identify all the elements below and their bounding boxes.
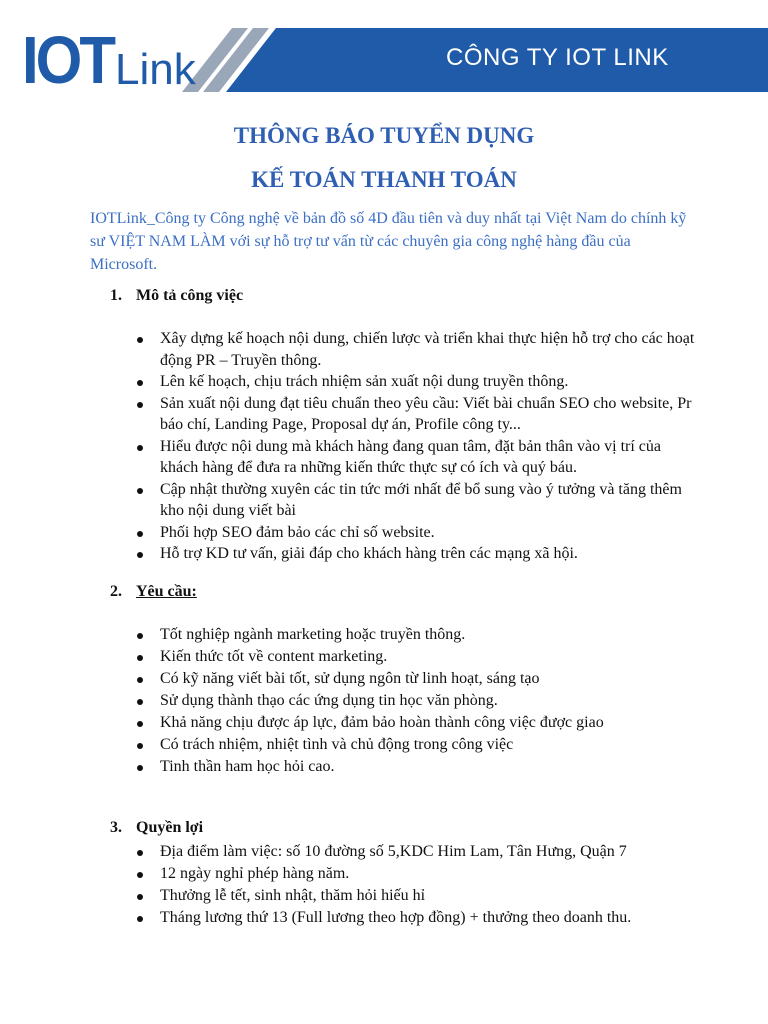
section-requirements-heading — [110, 583, 197, 601]
list-item: Địa điểm làm việc: số 10 đường số 5,KDC Him Lam, Tân Hưng, Quận 7 — [135, 841, 695, 863]
intro-paragraph: IOTLink_Công ty Công nghệ về bản đồ số 4D đầu tiên và duy nhất tại Việt Nam do chính kỹ sư VIỆT NAM LÀM với sự hỗ trợ tư vấn từ các chuyên gia công nghệ hàng đầu của Microsoft. — [90, 210, 687, 273]
iotlink-logo — [22, 22, 196, 98]
title-position: KẾ TOÁN THANH TOÁN — [251, 167, 517, 192]
list-item: Khả năng chịu được áp lực, đảm bảo hoàn thành công việc được giao — [135, 712, 695, 734]
benefits-list — [135, 841, 695, 929]
list-item: Sử dụng thành thạo các ứng dụng tin học văn phòng. — [135, 690, 695, 712]
list-item: Lên kế hoạch, chịu trách nhiệm sản xuất nội dung truyền thông. — [135, 371, 695, 393]
section-number: 3. — [110, 819, 122, 836]
list-item: Phối hợp SEO đảm bảo các chỉ số website. — [135, 522, 695, 544]
company-name: CÔNG TY IOT LINK — [446, 44, 669, 71]
logo-iot-text: IOT — [22, 22, 113, 98]
list-item: 12 ngày nghỉ phép hàng năm. — [135, 863, 695, 885]
section-title: Quyền lợi — [136, 819, 204, 836]
list-item: Kiến thức tốt về content marketing. — [135, 646, 695, 668]
list-item: Xây dựng kế hoạch nội dung, chiến lược và triển khai thực hiện hỗ trợ cho các hoạt động PR – Truyền thông. — [135, 328, 695, 371]
list-item: Tháng lương thứ 13 (Full lương theo hợp đồng) + thưởng theo doanh thu. — [135, 907, 695, 929]
section-job-description-heading — [110, 287, 243, 305]
list-item: Có kỹ năng viết bài tốt, sử dụng ngôn từ linh hoạt, sáng tạo — [135, 668, 695, 690]
section-number: 2. — [110, 583, 122, 600]
section-number: 1. — [110, 287, 122, 304]
list-item: Sản xuất nội dung đạt tiêu chuẩn theo yêu cầu: Viết bài chuẩn SEO cho website, Pr báo chí, Landing Page, Proposal dự án, Profile công ty... — [135, 393, 695, 436]
requirements-list — [135, 624, 695, 778]
logo-link-text: Link — [115, 45, 196, 94]
list-item: Hiểu được nội dung mà khách hàng đang quan tâm, đặt bản thân vào vị trí của khách hàng để đưa ra những kiến thức thực sự có ích và quý báu. — [135, 436, 695, 479]
list-item: Tốt nghiệp ngành marketing hoặc truyền thông. — [135, 624, 695, 646]
list-item: Hỗ trợ KD tư vấn, giải đáp cho khách hàng trên các mạng xã hội. — [135, 543, 695, 565]
list-item: Thưởng lễ tết, sinh nhật, thăm hỏi hiếu hỉ — [135, 885, 695, 907]
section-title: Yêu cầu: — [136, 583, 197, 600]
job-description-list — [135, 328, 695, 565]
header-banner — [0, 0, 768, 100]
list-item: Tinh thần ham học hỏi cao. — [135, 756, 695, 778]
section-benefits-heading — [110, 819, 203, 837]
title-recruitment: THÔNG BÁO TUYỂN DỤNG — [233, 123, 535, 148]
list-item: Có trách nhiệm, nhiệt tình và chủ động trong công việc — [135, 734, 695, 756]
list-item: Cập nhật thường xuyên các tin tức mới nhất để bổ sung vào ý tưởng và tăng thêm kho nội dung viết bài — [135, 479, 695, 522]
section-title: Mô tả công việc — [136, 287, 244, 304]
